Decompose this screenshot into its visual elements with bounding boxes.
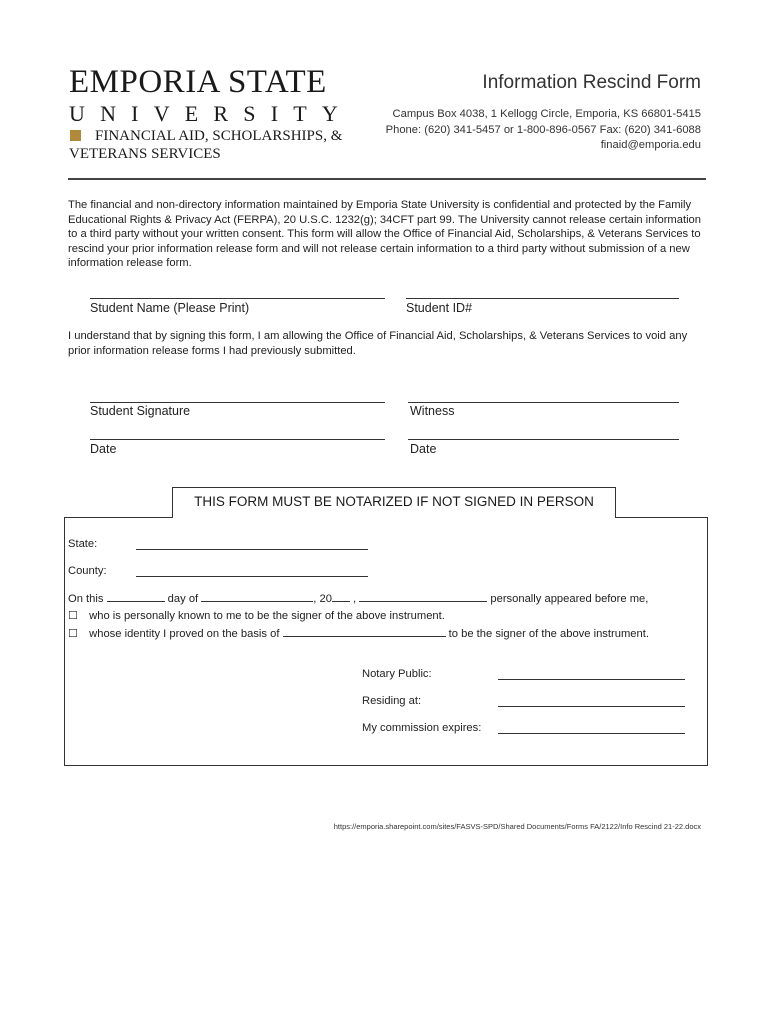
- logo-department: FINANCIAL AID, SCHOLARSHIPS, &: [95, 128, 343, 144]
- contact-email[interactable]: finaid@emporia.edu: [600, 139, 701, 151]
- logo-square-icon: [70, 130, 81, 141]
- option-proved: [68, 626, 649, 640]
- residing-at-line[interactable]: [498, 706, 685, 707]
- contact-address: Campus Box 4038, 1 Kellogg Circle, Emporia, KS 66801-5415: [392, 108, 701, 120]
- logo-university: UNIVERSITY: [69, 101, 353, 126]
- county-line[interactable]: [136, 576, 368, 577]
- on-this-text: On this: [68, 593, 104, 605]
- option-known: [68, 609, 445, 622]
- month-blank[interactable]: [201, 591, 313, 602]
- county-label: County:: [68, 565, 107, 577]
- commission-expires-label: My commission expires:: [362, 722, 482, 734]
- notarize-notice: THIS FORM MUST BE NOTARIZED IF NOT SIGNED IN PERSON: [172, 487, 616, 518]
- year-prefix-text: , 20: [313, 593, 332, 605]
- witness-label: Witness: [410, 404, 455, 418]
- student-name-line[interactable]: [90, 298, 385, 299]
- student-signature-line[interactable]: [90, 402, 385, 403]
- contact-phone: Phone: (620) 341-5457 or 1-800-896-0567 Fax: (620) 341-6088: [385, 123, 701, 136]
- date-left-line[interactable]: [90, 439, 385, 440]
- student-id-label: Student ID#: [406, 301, 473, 315]
- identity-basis-blank[interactable]: [283, 626, 446, 637]
- witness-line[interactable]: [408, 402, 679, 403]
- notary-public-line[interactable]: [498, 679, 685, 680]
- personally-appeared-text: personally appeared before me,: [490, 593, 649, 605]
- form-title: Information Rescind Form: [482, 72, 701, 93]
- document-path-footer: https://emporia.sharepoint.com/sites/FASVS-SPD/Shared Documents/Forms FA/2122/Info Rescind 21-22.docx: [333, 822, 701, 831]
- option-proved-prefix: whose identity I proved on the basis of: [89, 628, 280, 640]
- student-name-label: Student Name (Please Print): [90, 301, 250, 315]
- student-signature-label: Student Signature: [90, 404, 191, 418]
- option-proved-suffix: to be the signer of the above instrument.: [448, 628, 649, 640]
- year-blank[interactable]: [332, 591, 350, 602]
- logo-department-line2: VETERANS SERVICES: [69, 146, 221, 162]
- appearer-name-blank[interactable]: [359, 591, 487, 602]
- contact-block: [386, 107, 701, 154]
- checkbox-icon[interactable]: ☐: [68, 610, 79, 622]
- date-left-label: Date: [90, 442, 117, 456]
- header-divider: [68, 178, 706, 180]
- state-line[interactable]: [136, 549, 368, 550]
- logo-wordmark: EMPORIA STATE: [69, 64, 327, 100]
- day-of-text: day of: [167, 593, 199, 605]
- appearance-line: On this day of , 20 , personally appeared before me,: [68, 593, 649, 605]
- date-right-label: Date: [410, 442, 437, 456]
- student-id-line[interactable]: [406, 298, 679, 299]
- residing-at-label: Residing at:: [362, 695, 422, 707]
- state-label: State:: [68, 538, 98, 550]
- intro-paragraph: The financial and non-directory information maintained by Emporia State University is confidential and protected by the Family Educational Rights & Privacy Act (FERPA), 20 U.S.C. 1232(g); 34CFT part 99. The University cannot release certain information to a third party without your written consent. This form will allow the Office of Financial Aid, Scholarships, & Veterans Services to rescind your prior information release form and will not release certain information to a third party without submission of a new information release form.: [68, 199, 701, 270]
- commission-expires-line[interactable]: [498, 733, 685, 734]
- day-blank[interactable]: [107, 591, 165, 602]
- notary-public-label: Notary Public:: [362, 668, 432, 680]
- acknowledgement-paragraph: I understand that by signing this form, I am allowing the Office of Financial Aid, Scholarships, & Veterans Services to void any prior information release forms I had previously submitted.: [68, 330, 688, 357]
- checkbox-icon[interactable]: ☐: [68, 628, 79, 640]
- date-right-line[interactable]: [408, 439, 679, 440]
- option-known-text: who is personally known to me to be the signer of the above instrument.: [89, 610, 445, 622]
